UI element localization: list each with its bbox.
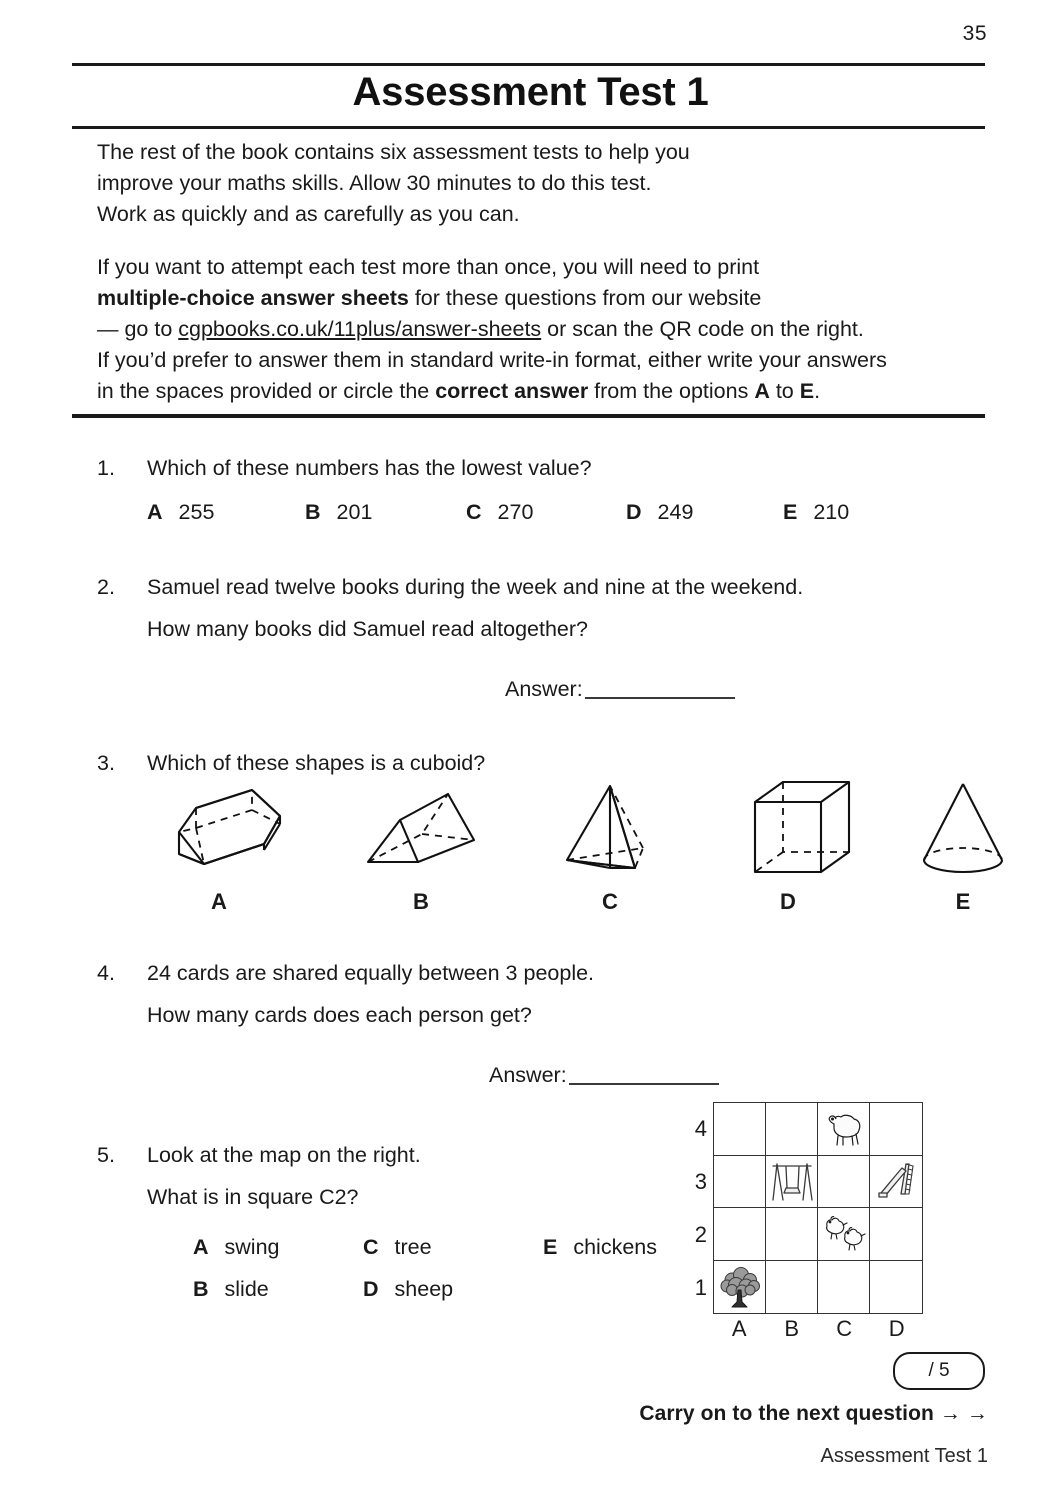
map-row-labels (681, 1102, 707, 1314)
option-text: 249 (657, 500, 694, 524)
answer-input-line[interactable] (569, 1063, 719, 1085)
square-pyramid-icon (525, 772, 695, 887)
option-letter: A (193, 1235, 209, 1259)
map-row-label-3: 3 (694, 1168, 707, 1194)
hexagonal-prism-icon (134, 772, 304, 887)
page-title: Assessment Test 1 (352, 70, 709, 114)
answer-label: Answer: (489, 1063, 567, 1087)
map-cell-c2[interactable] (818, 1208, 870, 1261)
option-e-ref: E (799, 379, 815, 403)
option-letter: C (466, 500, 482, 524)
map-cell-b3[interactable] (766, 1156, 818, 1209)
shape-label: A (211, 889, 227, 914)
intro-line-3: Work as quickly and as carefully as you can. (97, 202, 520, 226)
triangular-prism-icon (336, 772, 506, 887)
question-5 (97, 1140, 717, 1304)
question-4-line-1: 24 cards are shared equally between 3 people. (147, 961, 595, 985)
question-3-number: 3. (97, 751, 115, 775)
footer-test-label: Assessment Test 1 (820, 1445, 988, 1467)
map-cell-d4[interactable] (870, 1103, 922, 1156)
map-row-label-2: 2 (694, 1221, 707, 1247)
option-text: sheep (394, 1277, 454, 1301)
option-letter: D (363, 1277, 379, 1301)
intro-line-8-to: to (769, 379, 800, 403)
shape-option-b[interactable] (336, 772, 506, 922)
intro-line-8 (97, 376, 957, 407)
question-1-option-d[interactable] (626, 497, 783, 527)
option-text: 255 (178, 500, 215, 524)
map-col-label-c: C (836, 1316, 853, 1341)
shape-label: E (955, 889, 971, 914)
map-cell-d1[interactable] (870, 1261, 922, 1314)
question-5-option-d[interactable] (363, 1274, 543, 1304)
map-cell-a3[interactable] (714, 1156, 766, 1209)
question-1-option-b[interactable] (305, 497, 466, 527)
intro-line-4: If you want to attempt each test more than once, you will need to print (97, 255, 760, 279)
question-4-line-2: How many cards does each person get? (147, 1003, 532, 1027)
map-col-label-a: A (731, 1316, 747, 1341)
shape-option-d[interactable] (703, 772, 873, 922)
map-cell-d3[interactable] (870, 1156, 922, 1209)
question-5-line-1: Look at the map on the right. (147, 1143, 421, 1167)
map-cell-b2[interactable] (766, 1208, 818, 1261)
intro-line-7: If you’d prefer to answer them in standard write-in format, either write your answers (97, 348, 887, 372)
option-letter: B (305, 500, 321, 524)
tree-icon (716, 1264, 764, 1310)
question-1-option-c[interactable] (466, 497, 626, 527)
option-letter: E (543, 1235, 558, 1259)
header-rule-bottom (72, 126, 985, 129)
intro-line-2: improve your maths skills. Allow 30 minutes to do this test. (97, 171, 652, 195)
intro-line-8-end: . (814, 379, 821, 403)
shape-label: B (413, 889, 429, 914)
slide-icon (875, 1160, 917, 1202)
map-col-label-b: B (784, 1316, 800, 1341)
option-letter: B (193, 1277, 209, 1301)
option-letter: A (147, 500, 163, 524)
intro-qr-text: or scan the QR code on the right. (541, 317, 864, 341)
question-5-option-a[interactable] (193, 1232, 363, 1262)
intro-line-5 (97, 283, 957, 314)
map-cell-a2[interactable] (714, 1208, 766, 1261)
question-1-number: 1. (97, 456, 115, 480)
question-2-number: 2. (97, 575, 115, 599)
option-a-ref: A (754, 379, 770, 403)
shape-option-a[interactable] (134, 772, 304, 922)
sheep-icon (822, 1110, 866, 1148)
option-text: tree (394, 1235, 432, 1259)
question-1-text: Which of these numbers has the lowest value? (147, 456, 592, 480)
option-letter: D (626, 500, 642, 524)
map-cell-c4[interactable] (818, 1103, 870, 1156)
score-text: / 5 (928, 1360, 950, 1381)
question-2 (97, 572, 977, 704)
chickens-icon (821, 1213, 867, 1255)
intro-line-8-pre: in the spaces provided or circle the (97, 379, 436, 403)
question-5-line-2: What is in square C2? (147, 1185, 359, 1209)
option-letter: E (783, 500, 798, 524)
map-cell-d2[interactable] (870, 1208, 922, 1261)
page-number: 35 (962, 22, 987, 45)
map-col-label-d: D (888, 1316, 905, 1341)
map-cell-c1[interactable] (818, 1261, 870, 1314)
answer-sheets-link[interactable]: cgpbooks.co.uk/11plus/answer-sheets (178, 317, 542, 341)
question-4-number: 4. (97, 961, 115, 985)
intro-rule-bottom (72, 414, 985, 418)
answer-label: Answer: (505, 677, 583, 701)
question-1-option-e[interactable] (783, 497, 849, 527)
question-2-answer-row (505, 674, 977, 704)
option-text: 270 (497, 500, 534, 524)
map-cell-c3[interactable] (818, 1156, 870, 1209)
intro-line-6 (97, 314, 957, 345)
question-1-option-a[interactable] (147, 497, 305, 527)
map-cell-a4[interactable] (714, 1103, 766, 1156)
intro-paragraph-gap (97, 230, 957, 252)
map-row-label-4: 4 (694, 1115, 707, 1141)
shape-label: D (780, 889, 796, 914)
option-text: chickens (573, 1235, 657, 1259)
carry-on-note: Carry on to the next question → → (639, 1402, 988, 1425)
intro-line-1: The rest of the book contains six assessment tests to help you (97, 140, 690, 164)
shape-option-c[interactable] (525, 772, 695, 922)
header-rule-top (72, 63, 985, 66)
question-2-line-2: How many books did Samuel read altogether? (147, 617, 589, 641)
intro-goto-text: — go to (97, 317, 179, 341)
question-1 (97, 453, 977, 527)
option-letter: C (363, 1235, 379, 1259)
intro-block (97, 137, 957, 407)
question-4 (97, 958, 977, 1090)
shape-label: C (602, 889, 618, 914)
intro-line-5-rest: for these questions from our website (408, 286, 762, 310)
option-text: slide (224, 1277, 269, 1301)
cuboid-icon (703, 772, 873, 887)
question-3-shape-options (120, 772, 980, 922)
option-text: swing (224, 1235, 280, 1259)
cone-icon (878, 772, 1048, 887)
map-cell-a1[interactable] (714, 1261, 766, 1314)
answer-sheets-emphasis: multiple-choice answer sheets (97, 286, 409, 310)
answer-input-line[interactable] (585, 677, 735, 699)
question-5-option-b[interactable] (193, 1274, 363, 1304)
question-5-number: 5. (97, 1143, 115, 1167)
swing-icon (769, 1160, 815, 1202)
shape-option-e[interactable] (878, 772, 1048, 922)
question-2-line-1: Samuel read twelve books during the week and nine at the weekend. (147, 575, 804, 599)
map-grid (713, 1102, 923, 1314)
question-4-answer-row (489, 1060, 977, 1090)
map-column-labels (713, 1316, 923, 1342)
correct-answer-emphasis: correct answer (435, 379, 589, 403)
map-cell-b1[interactable] (766, 1261, 818, 1314)
question-1-options (147, 497, 977, 527)
map-cell-b4[interactable] (766, 1103, 818, 1156)
option-text: 210 (813, 500, 850, 524)
score-badge (893, 1352, 985, 1390)
question-5-options (193, 1232, 717, 1304)
option-text: 201 (336, 500, 373, 524)
question-5-option-c[interactable] (363, 1232, 543, 1262)
question-3-text: Which of these shapes is a cuboid? (147, 751, 486, 775)
map-row-label-1: 1 (694, 1274, 707, 1300)
intro-line-8-mid: from the options (588, 379, 755, 403)
map-figure (694, 1102, 923, 1341)
